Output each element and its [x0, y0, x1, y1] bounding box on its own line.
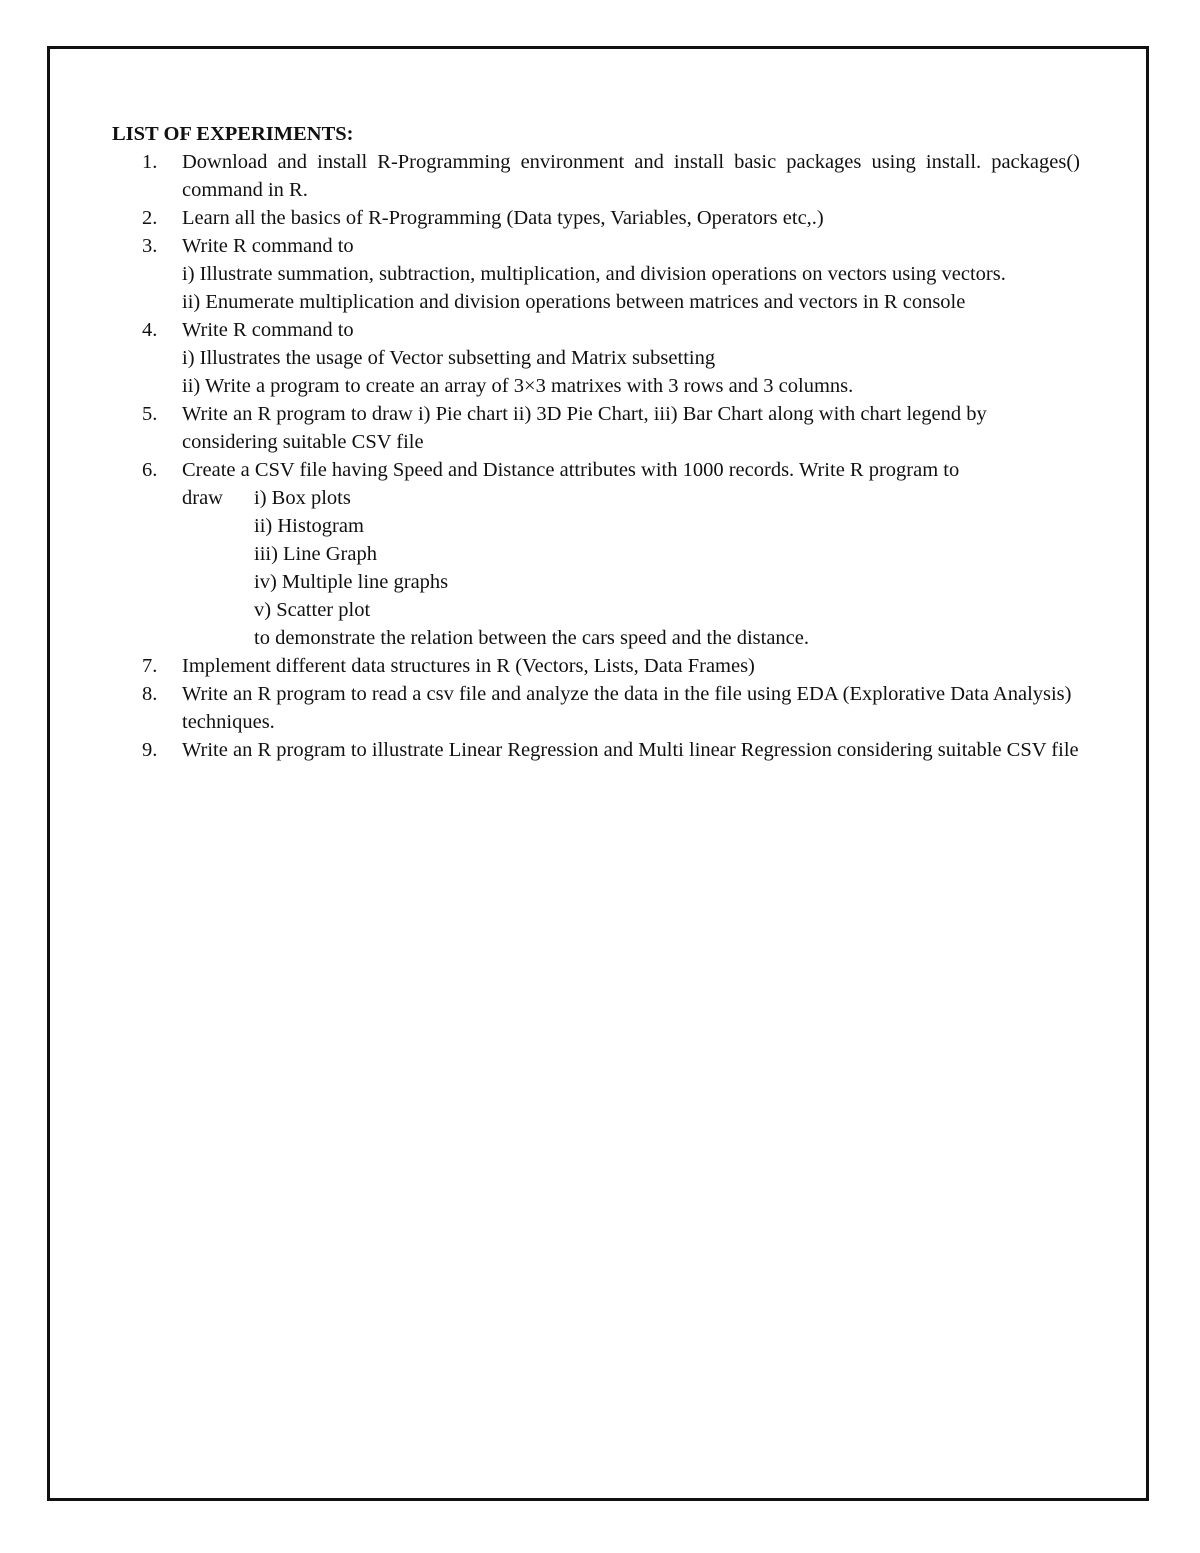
draw-word: draw: [182, 487, 223, 509]
list-item: [112, 316, 1080, 400]
list-heading: LIST OF EXPERIMENTS:: [112, 123, 354, 145]
item-number: 1.: [142, 151, 158, 173]
item-text: Create a CSV file having Speed and Distance attributes with 1000 records. Write R program to: [182, 459, 960, 481]
item-text: Write an R program to illustrate Linear Regression and Multi linear Regression considering suitable CSV file: [182, 739, 1079, 761]
plot-closing-text: to demonstrate the relation between the cars speed and the distance.: [254, 627, 809, 649]
item-number: 5.: [142, 403, 158, 425]
plot-item: iii) Line Graph: [254, 543, 377, 565]
list-item: [112, 680, 1080, 736]
list-item: [112, 652, 1080, 680]
item-number: 7.: [142, 655, 158, 677]
item-text: Write an R program to draw i) Pie chart ii) 3D Pie Chart, iii) Bar Chart along with chart legend by considering suitable CSV file: [182, 403, 987, 453]
item-text: Learn all the basics of R-Programming (Data types, Variables, Operators etc,.): [182, 207, 824, 229]
sub-item-text: i) Illustrate summation, subtraction, multiplication, and division operations on vectors using vectors.: [182, 263, 1006, 285]
plot-item: v) Scatter plot: [254, 599, 371, 621]
list-item: [112, 232, 1080, 316]
plot-list-row: [182, 484, 1080, 512]
item-number: 9.: [142, 739, 158, 761]
experiment-list: [112, 148, 1080, 764]
list-item: [112, 456, 1080, 652]
sub-item-text: i) Illustrates the usage of Vector subsetting and Matrix subsetting: [182, 347, 716, 369]
sub-item-text: ii) Enumerate multiplication and division operations between matrices and vectors in R console: [182, 291, 966, 313]
item-number: 3.: [142, 235, 158, 257]
plot-item: i) Box plots: [254, 487, 351, 509]
list-item: [112, 148, 1080, 204]
list-item: [112, 400, 1080, 456]
item-number: 8.: [142, 683, 158, 705]
list-item: [112, 736, 1080, 764]
plot-item: ii) Histogram: [254, 515, 364, 537]
item-text: Write R command to: [182, 235, 354, 257]
item-number: 4.: [142, 319, 158, 341]
item-text: Implement different data structures in R (Vectors, Lists, Data Frames): [182, 655, 755, 677]
sub-item-text: ii) Write a program to create an array of 3×3 matrixes with 3 rows and 3 columns.: [182, 375, 854, 397]
item-number: 6.: [142, 459, 158, 481]
document-content: [112, 120, 1080, 764]
item-text: Write an R program to read a csv file and analyze the data in the file using EDA (Explorative Data Analysis) techniques.: [182, 683, 1072, 733]
plot-item: iv) Multiple line graphs: [254, 571, 449, 593]
item-text: Write R command to: [182, 319, 354, 341]
list-item: [112, 204, 1080, 232]
item-text: Download and install R-Programming environment and install basic packages using install. packages() command in R.: [182, 151, 1080, 201]
item-number: 2.: [142, 207, 158, 229]
